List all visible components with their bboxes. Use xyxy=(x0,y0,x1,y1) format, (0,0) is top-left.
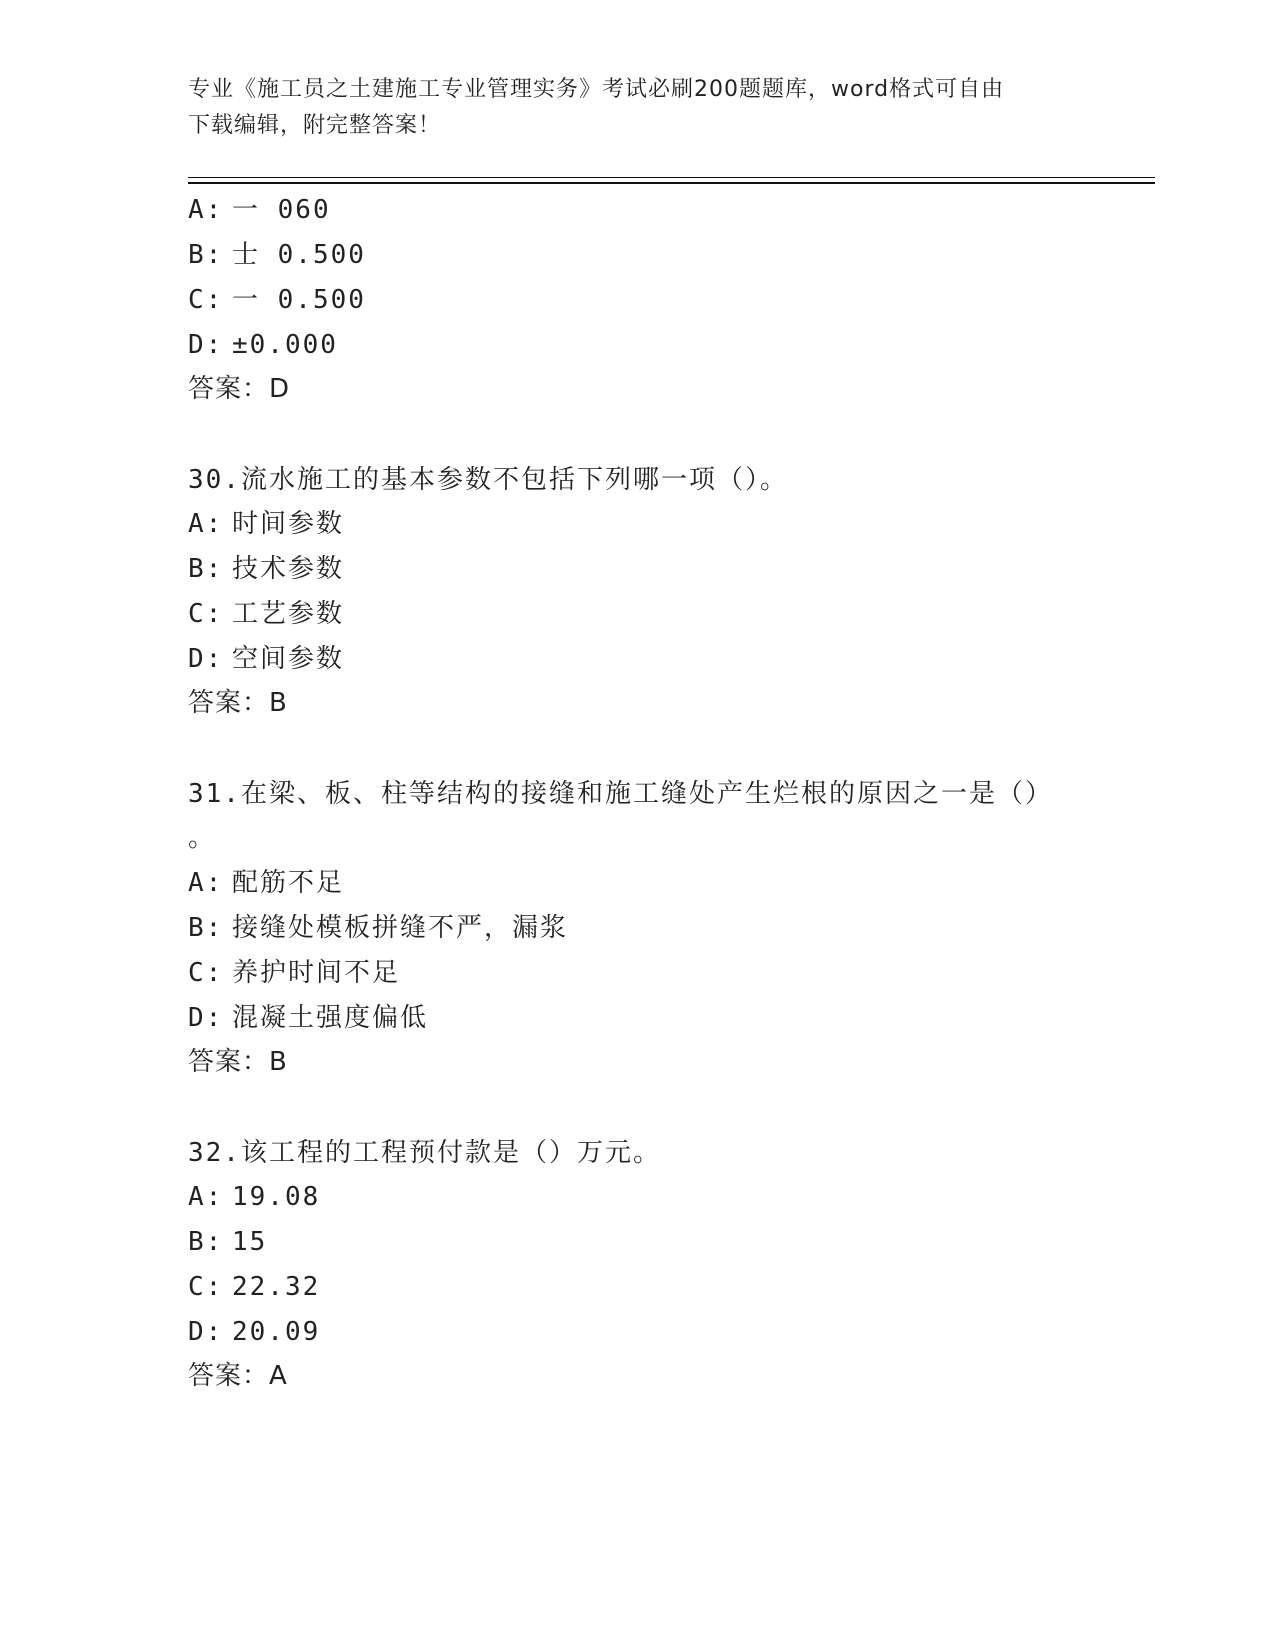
option-label: B: xyxy=(188,240,224,270)
option-text: 一 060 xyxy=(232,195,331,225)
question-30-option-b xyxy=(188,552,344,586)
option-label: C: xyxy=(188,1272,224,1302)
option-label: C: xyxy=(188,958,224,988)
option-text: 时间参数 xyxy=(232,509,345,539)
question-31-answer: 答案：B xyxy=(188,1047,288,1077)
question-30-option-c xyxy=(188,597,344,631)
question-31-option-b xyxy=(188,911,568,945)
option-text: 混凝土强度偏低 xyxy=(232,1003,429,1033)
option-label: D: xyxy=(188,644,224,674)
header-divider-thick xyxy=(188,182,1155,184)
option-text: 接缝处模板拼缝不严，漏浆 xyxy=(232,913,569,943)
option-label: B: xyxy=(188,913,224,943)
option-text: 19.08 xyxy=(232,1182,321,1212)
question-30-stem: 30.流水施工的基本参数不包括下列哪一项（）。 xyxy=(188,465,788,495)
header-divider-thin xyxy=(188,177,1155,178)
option-label: C: xyxy=(188,285,224,315)
question-32-stem: 32.该工程的工程预付款是（）万元。 xyxy=(188,1138,661,1168)
question-29-option-d xyxy=(188,328,338,362)
question-30-option-d xyxy=(188,642,344,676)
option-label: B: xyxy=(188,554,224,584)
question-32-option-b xyxy=(188,1225,267,1259)
option-text: 配筋不足 xyxy=(232,868,345,898)
option-label: A: xyxy=(188,509,224,539)
question-30-option-a xyxy=(188,507,344,541)
option-label: B: xyxy=(188,1227,224,1257)
question-30-answer: 答案：B xyxy=(188,688,288,718)
question-31-stem-line-2: 。 xyxy=(188,823,217,853)
question-32-option-d xyxy=(188,1315,320,1349)
option-text: 技术参数 xyxy=(232,554,345,584)
header-title-line-1: 专业《施工员之土建施工专业管理实务》考试必刷200题题库，word格式可自由 xyxy=(188,77,1005,102)
question-32-answer: 答案：A xyxy=(188,1361,288,1391)
option-text: 20.09 xyxy=(232,1317,321,1347)
question-29-option-a xyxy=(188,193,331,227)
option-text: 士 0.500 xyxy=(232,240,366,270)
option-label: D: xyxy=(188,1003,224,1033)
option-label: D: xyxy=(188,330,224,360)
question-29-answer: 答案：D xyxy=(188,374,291,404)
question-31-option-d xyxy=(188,1001,428,1035)
option-text: 15 xyxy=(232,1227,268,1257)
option-label: A: xyxy=(188,1182,224,1212)
option-text: ±0.000 xyxy=(232,330,338,360)
option-label: A: xyxy=(188,868,224,898)
question-31-option-c xyxy=(188,956,400,990)
option-text: 22.32 xyxy=(232,1272,321,1302)
option-label: C: xyxy=(188,599,224,629)
option-label: D: xyxy=(188,1317,224,1347)
option-label: A: xyxy=(188,195,224,225)
option-text: 一 0.500 xyxy=(232,285,366,315)
question-32-option-a xyxy=(188,1180,320,1214)
option-text: 空间参数 xyxy=(232,644,345,674)
document-header xyxy=(188,72,1068,144)
option-text: 养护时间不足 xyxy=(232,958,401,988)
question-31-stem-line-1: 31.在梁、板、柱等结构的接缝和施工缝处产生烂根的原因之一是（） xyxy=(188,779,1053,809)
option-text: 工艺参数 xyxy=(232,599,345,629)
question-29-option-c xyxy=(188,283,366,317)
question-32-option-c xyxy=(188,1270,320,1304)
header-title-line-2: 下载编辑，附完整答案！ xyxy=(188,113,442,138)
question-31-option-a xyxy=(188,866,344,900)
question-29-option-b xyxy=(188,238,366,272)
